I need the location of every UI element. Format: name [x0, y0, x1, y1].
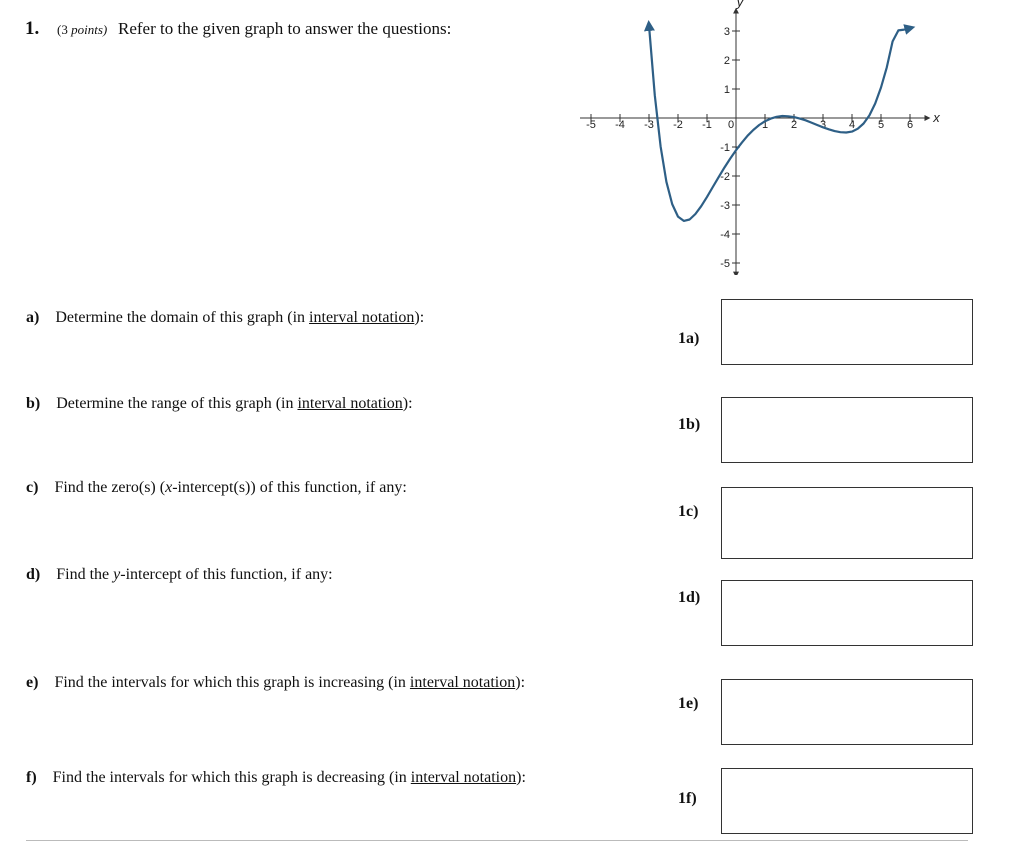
x-tick-label: 4: [848, 119, 856, 131]
question-number: 1.: [25, 18, 40, 39]
x-tick-label: 0: [727, 119, 735, 131]
question-letter: c): [26, 479, 39, 496]
x-tick-label: 3: [819, 119, 827, 131]
answer-box-1d[interactable]: [721, 580, 973, 646]
function-graph: [580, 0, 950, 275]
y-tick-label: 1: [723, 84, 730, 96]
answer-box-1a[interactable]: [721, 299, 973, 365]
y-tick-label: -1: [720, 142, 730, 154]
y-axis-label: y: [736, 0, 744, 10]
function-curve: [649, 26, 910, 221]
x-tick-label: -3: [644, 119, 654, 131]
question-text: Determine the domain of this graph (in interval notation):: [55, 309, 425, 326]
question-c: [26, 479, 407, 497]
x-tick-label: -5: [586, 119, 596, 131]
answer-box-1b[interactable]: [721, 397, 973, 463]
question-text: Find the intervals for which this graph is decreasing (in interval notation):: [52, 769, 526, 786]
y-tick-label: -2: [720, 171, 730, 183]
curve: [649, 26, 910, 221]
answer-label-1f: 1f): [678, 790, 697, 807]
x-tick-label: 1: [761, 119, 769, 131]
x-tick-label: -1: [702, 119, 712, 131]
answer-box-1f[interactable]: [721, 768, 973, 834]
question-e: [26, 674, 525, 692]
question-intro: Refer to the given graph to answer the questions:: [118, 19, 452, 38]
x-tick-label: 5: [877, 119, 885, 131]
x-tick-label: -4: [615, 119, 625, 131]
answer-label-1b: 1b): [678, 416, 701, 433]
y-tick-label: 3: [723, 26, 730, 38]
answer-box-1e[interactable]: [721, 679, 973, 745]
question-d: [26, 566, 333, 584]
x-tick-label: 6: [906, 119, 914, 131]
question-text: Find the intervals for which this graph is increasing (in interval notation):: [54, 674, 526, 691]
interval-notation-link[interactable]: interval notation: [410, 769, 517, 786]
answer-label-1c: 1c): [678, 503, 699, 520]
question-text: Find the zero(s) (x-intercept(s)) of this function, if any:: [54, 479, 407, 496]
question-letter: e): [26, 674, 39, 691]
answer-label-1e: 1e): [678, 695, 699, 712]
x-tick-label: -2: [673, 119, 683, 131]
interval-notation-link[interactable]: interval notation: [297, 395, 403, 412]
ticks: [591, 31, 910, 263]
question-f: [26, 769, 526, 787]
y-tick-label: -4: [720, 229, 730, 241]
y-tick-label: -3: [720, 200, 730, 212]
tick-labels: [586, 0, 940, 270]
question-letter: a): [26, 309, 40, 326]
question-a: [26, 309, 424, 327]
question-letter: d): [26, 566, 41, 583]
answer-label-1d: 1d): [678, 589, 701, 606]
y-tick-label: -5: [720, 258, 730, 270]
points-number: (3: [57, 22, 68, 37]
answer-box-1c[interactable]: [721, 487, 973, 559]
bottom-rule: [26, 840, 968, 841]
points-word: points): [71, 22, 108, 37]
x-tick-label: 2: [790, 119, 798, 131]
interval-notation-link[interactable]: interval notation: [409, 674, 516, 691]
axes: [580, 11, 927, 275]
question-text: Determine the range of this graph (in interval notation):: [56, 395, 413, 412]
question-b: [26, 395, 413, 413]
y-tick-label: 2: [723, 55, 730, 67]
question-letter: b): [26, 395, 41, 412]
question-text: Find the y-intercept of this function, if any:: [56, 566, 333, 583]
answer-label-1a: 1a): [678, 330, 700, 347]
interval-notation-link[interactable]: interval notation: [309, 309, 415, 326]
question-letter: f): [26, 769, 37, 786]
x-axis-label: x: [933, 110, 940, 125]
points-label: [57, 22, 107, 38]
